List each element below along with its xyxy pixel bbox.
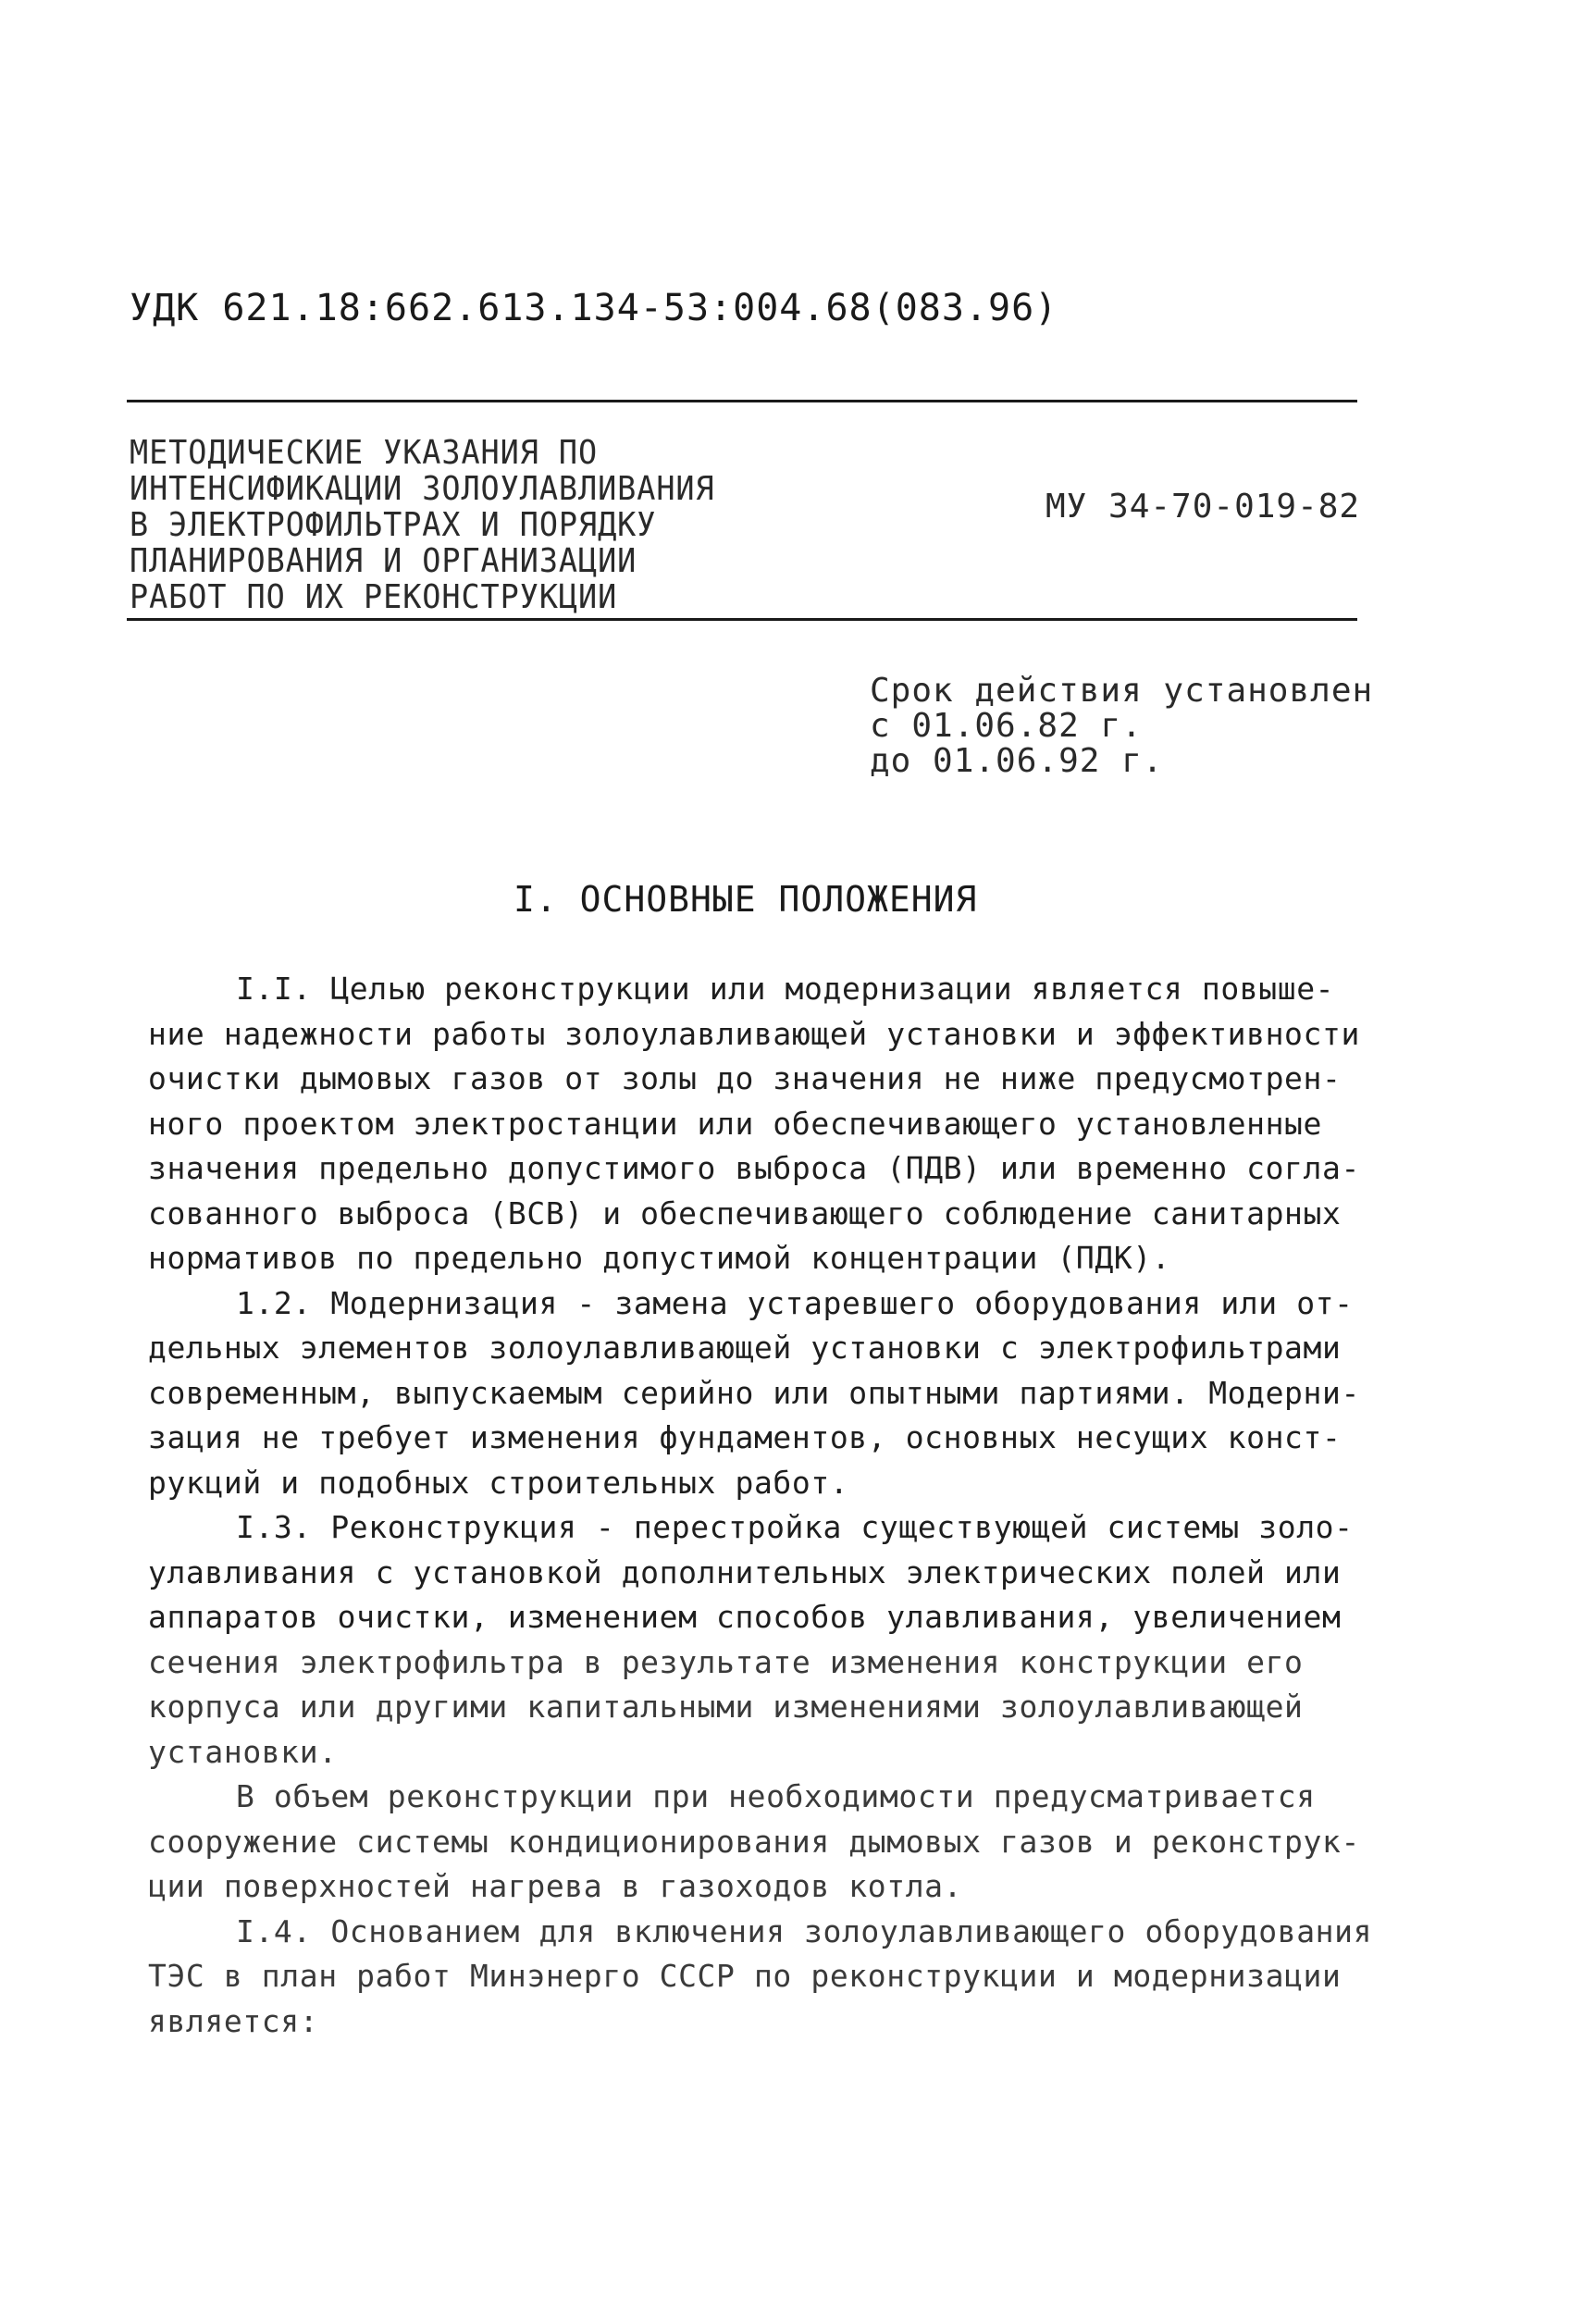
- paragraph-1-3-line: сечения электрофильтра в результате изменения конструкции его: [148, 1643, 1304, 1680]
- document-code: МУ 34-70-019-82: [1045, 488, 1361, 526]
- validity-line: с 01.06.82 г.: [870, 707, 1143, 745]
- paragraph-1-1-line: сованного выброса (ВСВ) и обеспечивающего соблюдение санитарных: [148, 1194, 1342, 1231]
- paragraph-1-4-line: является:: [148, 2002, 319, 2039]
- paragraph-1-2-line: современным, выпускаемым серийно или опытными партиями. Модерни-: [148, 1374, 1360, 1411]
- paragraph-scope-line: сооружение системы кондиционирования дымовых газов и реконструк-: [148, 1823, 1360, 1860]
- title-bottom-rule: [127, 618, 1357, 621]
- title-line: МЕТОДИЧЕСКИЕ УКАЗАНИЯ ПО: [130, 434, 599, 472]
- document-title: [130, 435, 715, 615]
- paragraph-1-3-line: установки.: [148, 1733, 338, 1770]
- paragraph-1-1-line: ного проектом электростанции или обеспечивающего установленные: [148, 1105, 1322, 1142]
- paragraph-1-4-line: ТЭС в план работ Минэнерго СССР по реконструкции и модернизации: [148, 1958, 1342, 1994]
- title-top-rule: [127, 400, 1357, 402]
- validity-period: [870, 674, 1373, 779]
- paragraph-1-3-line: I.3. Реконструкция - перестройка существующей системы золо-: [236, 1509, 1354, 1545]
- title-line: В ЭЛЕКТРОФИЛЬТРАХ И ПОРЯДКУ: [130, 506, 657, 544]
- paragraph-1-1-line: I.I. Целью реконструкции или модернизации является повыше-: [236, 971, 1335, 1007]
- paragraph-scope-line: ции поверхностей нагрева в газоходов котла.: [148, 1868, 963, 1904]
- paragraph-1-3-line: аппаратов очистки, изменением способов улавливания, увеличением: [148, 1599, 1342, 1635]
- paragraph-1-2-line: 1.2. Модернизация - замена устаревшего оборудования или от-: [236, 1284, 1354, 1321]
- paragraph-1-3-line: улавливания с установкой дополнительных электрических полей или: [148, 1553, 1342, 1590]
- udk-code: УДК 621.18:662.613.134-53:004.68(083.96): [130, 287, 1058, 329]
- paragraph-1-1-line: очистки дымовых газов от золы до значения не ниже предусмотрен-: [148, 1060, 1342, 1096]
- validity-line: Срок действия установлен: [870, 672, 1374, 710]
- validity-line: до 01.06.92 г.: [870, 742, 1164, 780]
- title-line: РАБОТ ПО ИХ РЕКОНСТРУКЦИИ: [130, 578, 618, 616]
- paragraph-1-2-line: рукций и подобных строительных работ.: [148, 1464, 849, 1501]
- paragraph-1-1-line: значения предельно допустимого выброса (ПДВ) или временно согла-: [148, 1150, 1360, 1186]
- title-line: ПЛАНИРОВАНИЯ И ОРГАНИЗАЦИИ: [130, 542, 637, 580]
- paragraph-1-3-line: корпуса или другими капитальными изменениями золоулавливающей: [148, 1689, 1304, 1725]
- paragraph-1-1-line: ние надежности работы золоулавливающей установки и эффективности: [148, 1015, 1360, 1052]
- paragraph-1-2-line: дельных элементов золоулавливающей установки с электрофильтрами: [148, 1330, 1342, 1366]
- section-heading: I. ОСНОВНЫЕ ПОЛОЖЕНИЯ: [513, 879, 978, 920]
- paragraph-scope-line: В объем реконструкции при необходимости предусматривается: [236, 1778, 1316, 1814]
- title-line: ИНТЕНСИФИКАЦИИ ЗОЛОУЛАВЛИВАНИЯ: [130, 470, 715, 508]
- paragraph-1-4-line: I.4. Основанием для включения золоулавливающего оборудования: [236, 1912, 1373, 1949]
- paragraph-1-2-line: зация не требует изменения фундаментов, основных несущих конст-: [148, 1419, 1342, 1455]
- body-text: [148, 967, 1388, 2044]
- paragraph-1-1-line: нормативов по предельно допустимой концентрации (ПДК).: [148, 1240, 1171, 1276]
